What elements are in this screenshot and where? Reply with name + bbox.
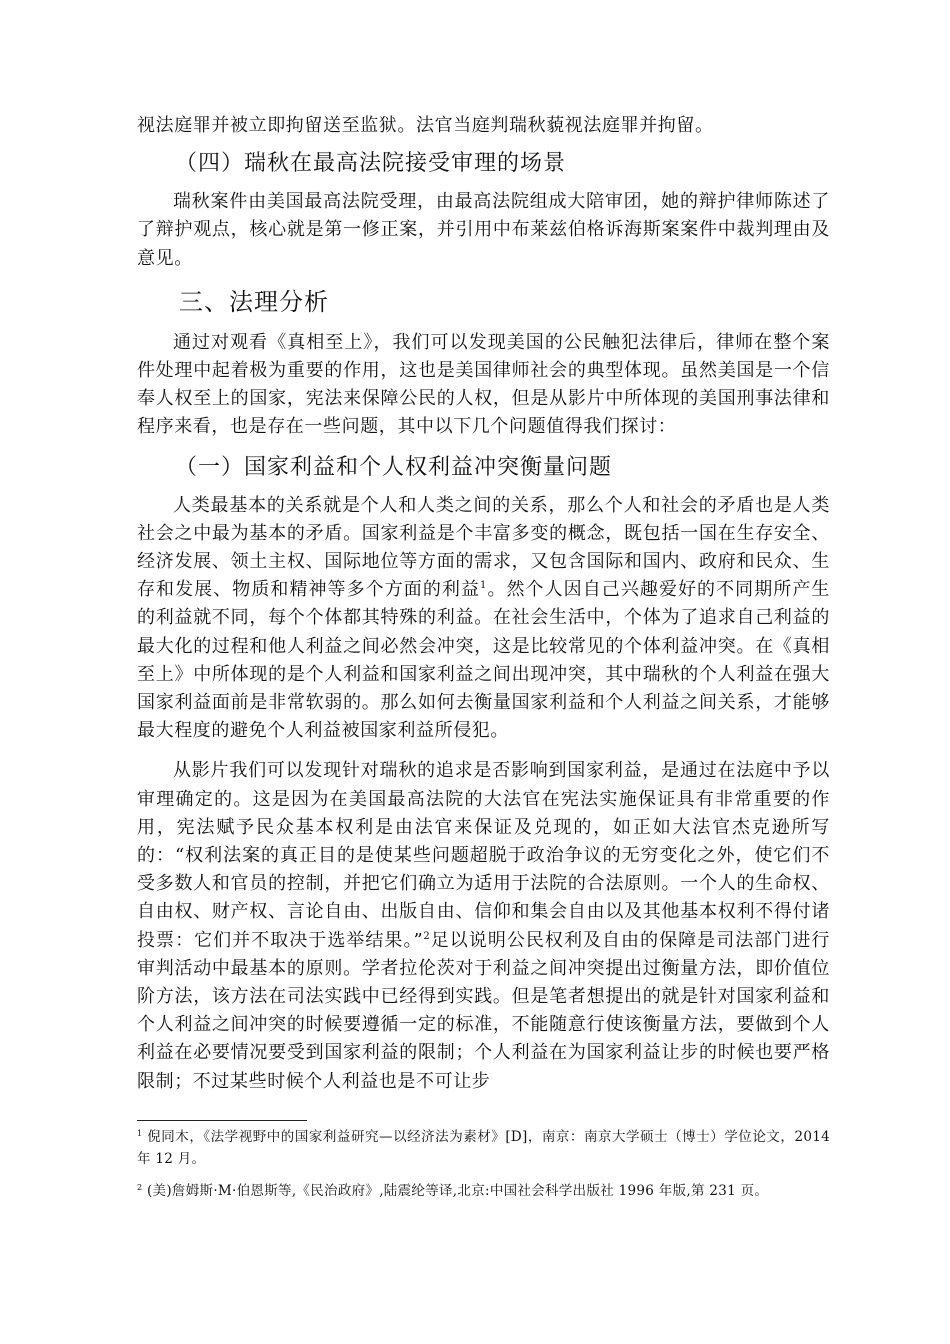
paragraph-legal-analysis-intro: 通过对观看《真相至上》，我们可以发现美国的公民触犯法律后，律师在整个案件处理中起着极为重要的作用，这也是美国律师社会的典型体现。虽然美国是一个信奉人权至上的国家，宪法来保障公民的人权，但是从影片中所体现的美国刑事法律和程序来看，也是存在一些问题，其中以下几个问题值得我们探讨： [137, 331, 830, 438]
footnote-2-mark: 2 [137, 1183, 143, 1192]
paragraph-court-review-part-b: 足以说明公民权利及自由的保障是司法部门进行审判活动中最基本的原则。学者拉伦茨对于利益之间冲突提出过衡量方法，即价值位阶方法，该方法在司法实践中已经得到实践。但是笔者想提出的就是针对国家利益和个人利益之间冲突的时候要遵循一定的标准，不能随意行使该衡量方法，要做到个人利益在必要情况要受到国家利益的限制；个人利益在为国家利益让步的时候也要严格限制；不过某些时候个人利益也是不可让步 [137, 929, 830, 1092]
heading-part-3: 三、法理分析 [179, 287, 329, 316]
page-body [137, 112, 830, 1096]
footnote-divider [137, 1120, 307, 1121]
paragraph-court-review [137, 757, 830, 1095]
heading-subsection-1: （一）国家利益和个人权利益冲突衡量问题 [175, 454, 613, 480]
heading-section-4: （四）瑞秋在最高法院接受审理的场景 [175, 151, 567, 177]
footnote-1 [137, 1126, 830, 1170]
footnote-2-text: (美)詹姆斯·M·伯恩斯等,《民治政府》,陆震纶等译,北京:中国社会科学出版社 1996 年版,第 231 页。 [146, 1183, 769, 1199]
footnote-1-mark: 1 [137, 1129, 143, 1138]
footnotes [137, 1126, 830, 1202]
paragraph-interest-conflict-part-a: 人类最基本的关系就是个人和人类之间的关系，那么个人和社会的矛盾也是人类社会之中最为基本的矛盾。国家利益是个丰富多变的概念，既包括一国在生存安全、经济发展、领土主权、国际地位等方面的需求，又包含国际和国内、政府和民众、生存和发展、物质和精神等多个方面的利益 [137, 494, 830, 601]
footnote-reference-1[interactable]: 1 [480, 580, 487, 592]
paragraph-interest-conflict-part-b: 。然个人因自己兴趣爱好的不同期所产生的利益就不同，每个个体都其特殊的利益。在社会生活中，个体为了追求自己利益的最大化的过程和他人利益之间必然会冲突，这是比较常见的个体利益冲突。在《真相至上》中所体现的是个人利益和国家利益之间出现冲突，其中瑞秋的个人利益在强大国家利益面前是非常软弱的。那么如何去衡量国家利益和个人利益之间关系，才能够最大程度的避免个人利益被国家利益所侵犯。 [137, 579, 830, 742]
paragraph-court-review-part-a: 从影片我们可以发现针对瑞秋的追求是否影响到国家利益，是通过在法庭中予以审理确定的。这是因为在美国最高法院的大法官在宪法实施保证具有非常重要的作用，宪法赋予民众基本权利是由法官来保证及兑现的，如正如大法官杰克逊所写的：“权利法案的真正目的是使某些问题超脱于政治争议的无穷变化之外，使它们不受多数人和官员的控制，并把它们确立为适用于法院的合法原则。一个人的生命权、自由权、财产权、言论自由、出版自由、信仰和集会自由以及其他基本权利不得付诸投票：它们并不取决于选举结果。” [137, 760, 830, 951]
paragraph-supreme-court: 瑞秋案件由美国最高法院受理，由最高法院组成大陪审团，她的辩护律师陈述了了辩护观点，核心就是第一修正案，并引用中布莱兹伯格诉海斯案案件中裁判理由及意见。 [137, 191, 830, 269]
paragraph-continued: 视法庭罪并被立即拘留送至监狱。法官当庭判瑞秋藐视法庭罪并拘留。 [137, 115, 714, 136]
footnote-reference-2[interactable]: 2 [423, 930, 431, 942]
footnote-2 [137, 1180, 830, 1202]
paragraph-interest-conflict [137, 492, 830, 746]
footnote-1-text: 倪同木，《法学视野中的国家利益研究—以经济法为素材》[D]，南京：南京大学硕士（博士）学位论文，2014 年 12 月。 [137, 1129, 831, 1167]
